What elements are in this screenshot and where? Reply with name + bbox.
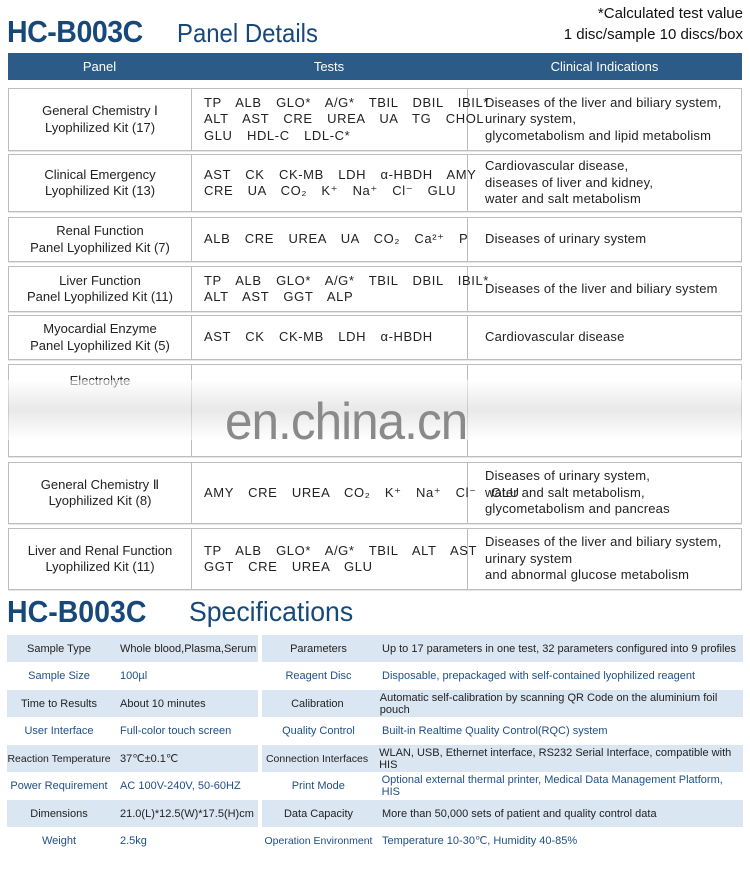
panel-indications [468,267,741,311]
spec-label: User Interface [24,724,94,737]
panel-name-line: Myocardial Enzyme [43,321,157,336]
panel-name-line: Panel Lyophilized Kit (7) [30,239,170,255]
spec-value: 2.5kg [120,834,147,847]
watermark: en.china.cn [225,393,468,451]
panel-name-line: General Chemistry Ⅱ [40,476,160,492]
indication-line: Diseases of the liver and biliary system, [485,94,722,110]
spec-value: Optional external thermal printer, Medical Data Management Platform, HIS [381,773,723,798]
spec-label: Power Requirement [10,779,108,792]
indication-line: Diseases of urinary system [485,231,647,247]
tests-line: GLU HDL-C LDL-C* [204,127,351,143]
panel-tests [192,316,468,359]
indication-line: and abnormal glucose metabolism [485,567,690,583]
spec-row [7,772,743,799]
spec-label: Dimensions [30,807,88,820]
column-header-tests: Tests [313,59,345,74]
indication-line: Diseases of the liver and biliary system [485,280,718,296]
tests-line: AST CK CK-MB LDH α-HBDH AMY [204,166,477,182]
spec-row [7,800,743,827]
indication-line: Cardiovascular disease [485,329,625,345]
spec-label: Reagent Disc [285,669,352,682]
spec-value: About 10 minutes [120,697,206,710]
panel-name-line: Lyophilized Kit (17) [44,119,156,135]
panel-indications [468,89,741,150]
spec-value: Up to 17 parameters in one test, 32 parameters configured into 9 profiles [382,642,737,655]
spec-label: Calibration [291,697,344,710]
panel-name-line: Renal Function [56,223,144,238]
spec-value: 37℃±0.1℃ [120,753,179,765]
spec-value: AC 100V-240V, 50-60HZ [120,779,241,792]
panel-name-line: General Chemistry Ⅰ [42,103,158,118]
panel-name [9,155,192,211]
calculated-note: *Calculated test value [597,5,743,22]
tests-line: ALT AST GGT ALP [204,289,354,304]
panel-name [9,529,192,589]
spec-model-name: HC-B003C [7,594,147,629]
panel-row [8,154,742,212]
spec-label: Sample Size [28,669,90,682]
panel-row [8,88,742,151]
panel-name-line: Lyophilized Kit (13) [44,183,156,198]
indication-line: glycometabolism and pancreas [485,501,670,517]
panel-name-line: Lyophilized Kit (11) [45,559,155,574]
spec-value: Disposable, prepackaged with self-contained lyophilized reagent [382,669,696,682]
panel-indications [468,316,741,359]
spec-row [7,827,743,854]
spec-value: 100µl [120,669,148,682]
panel-name [9,218,192,261]
panel-name-line: Liver and Renal Function [27,542,173,558]
indication-line: diseases of liver and kidney, [485,174,654,190]
spec-label: Parameters [290,642,347,655]
spec-value: Whole blood,Plasma,Serum [120,642,257,655]
spec-heading: Specifications [189,596,354,627]
spec-label: Connection Interfaces [265,752,369,765]
spec-value: 21.0(L)*12.5(W)*17.5(H)cm [120,807,254,820]
spec-label: Reaction Temperature [7,752,111,765]
panel-name-line: Panel Lyophilized Kit (11) [27,289,173,304]
tests-line: TP ALB GLO* A/G* TBIL DBIL IBIL* [204,272,489,288]
spec-label: Quality Control [282,724,355,737]
spec-row [7,717,743,744]
model-name: HC-B003C [7,14,143,49]
panel-indications [468,155,741,211]
indication-line: urinary system [485,550,573,566]
spec-label: Operation Environment [264,834,373,847]
spec-label: Data Capacity [283,807,354,820]
panel-name [9,89,192,150]
panel-name [9,267,192,311]
panel-name [9,463,192,523]
column-header-clinical-indications: Clinical Indications [550,59,659,74]
indication-line: Cardiovascular disease, [485,158,629,174]
panel-table-header [8,53,742,80]
indication-line: urinary system, [485,111,577,127]
panel-indications [468,218,741,261]
indication-line: Diseases of urinary system, [485,468,651,484]
panel-indications [468,463,741,523]
panel-tests [192,155,477,211]
tests-line: AST CK CK-MB LDH α-HBDH [204,329,433,345]
spec-label: Sample Type [26,642,91,655]
tests-line: TP ALB GLO* A/G* TBIL DBIL IBIL* [204,94,489,110]
panel-row [8,217,742,262]
panel-tests [192,529,478,589]
spec-row [7,745,743,772]
notes [564,3,743,45]
indication-line: water and salt metabolism, [485,484,645,500]
spec-label: Time to Results [20,697,97,710]
tests-line: GGT CRE UREA GLU [204,559,373,574]
spec-row [7,662,743,689]
panel-tests [192,267,489,311]
page-title: Panel Details [177,18,318,48]
tests-line: TP ALB GLO* A/G* TBIL ALT AST [204,542,478,558]
panel-name [9,316,192,359]
column-header-panel: Panel [82,59,117,74]
panel-name-line: Panel Lyophilized Kit (5) [30,337,170,353]
panel-indications [468,529,741,589]
indication-line: water and salt metabolism [485,191,642,207]
panel-tests [192,463,520,523]
tests-line: CRE UA CO₂ K⁺ Na⁺ Cl⁻ GLU [204,183,457,198]
spec-label: Weight [41,834,77,847]
panel-row [8,528,742,590]
panel-row [8,462,742,524]
panel-row [8,315,742,360]
panel-details-title-row [7,5,743,52]
packaging-note: 1 disc/sample 10 discs/box [563,26,743,43]
panel-name-line: Liver Function [59,272,141,288]
panel-row [8,266,742,312]
spec-row [7,690,743,717]
indication-line: Diseases of the liver and biliary system, [485,534,722,550]
tests-line: ALB CRE UREA UA CO₂ Ca²⁺ P [204,231,469,247]
spec-row [7,635,743,662]
panel-name-line: Lyophilized Kit (8) [48,493,152,508]
tests-line: AMY CRE UREA CO₂ K⁺ Na⁺ Cl⁻ GLU [204,484,520,500]
spec-label: Print Mode [291,779,345,792]
spec-value: WLAN, USB, Ethernet interface, RS232 Serial Interface, compatible with HIS [379,746,732,771]
tests-line: ALT AST CRE UREA UA TG CHOL [204,111,485,127]
spec-value: Built-in Realtime Quality Control(RQC) system [382,724,608,737]
panel-tests [192,218,468,261]
panel-name-line: Clinical Emergency [44,166,156,182]
indication-line: glycometabolism and lipid metabolism [485,127,712,143]
spec-value: More than 50,000 sets of patient and quality control data [382,807,657,820]
spec-value: Temperature 10-30℃, Humidity 40-85% [382,835,578,847]
spec-value: Automatic self-calibration by scanning QR Code on the aluminium foil pouch [379,691,718,716]
spec-value: Full-color touch screen [120,724,232,737]
panel-tests [192,89,489,150]
